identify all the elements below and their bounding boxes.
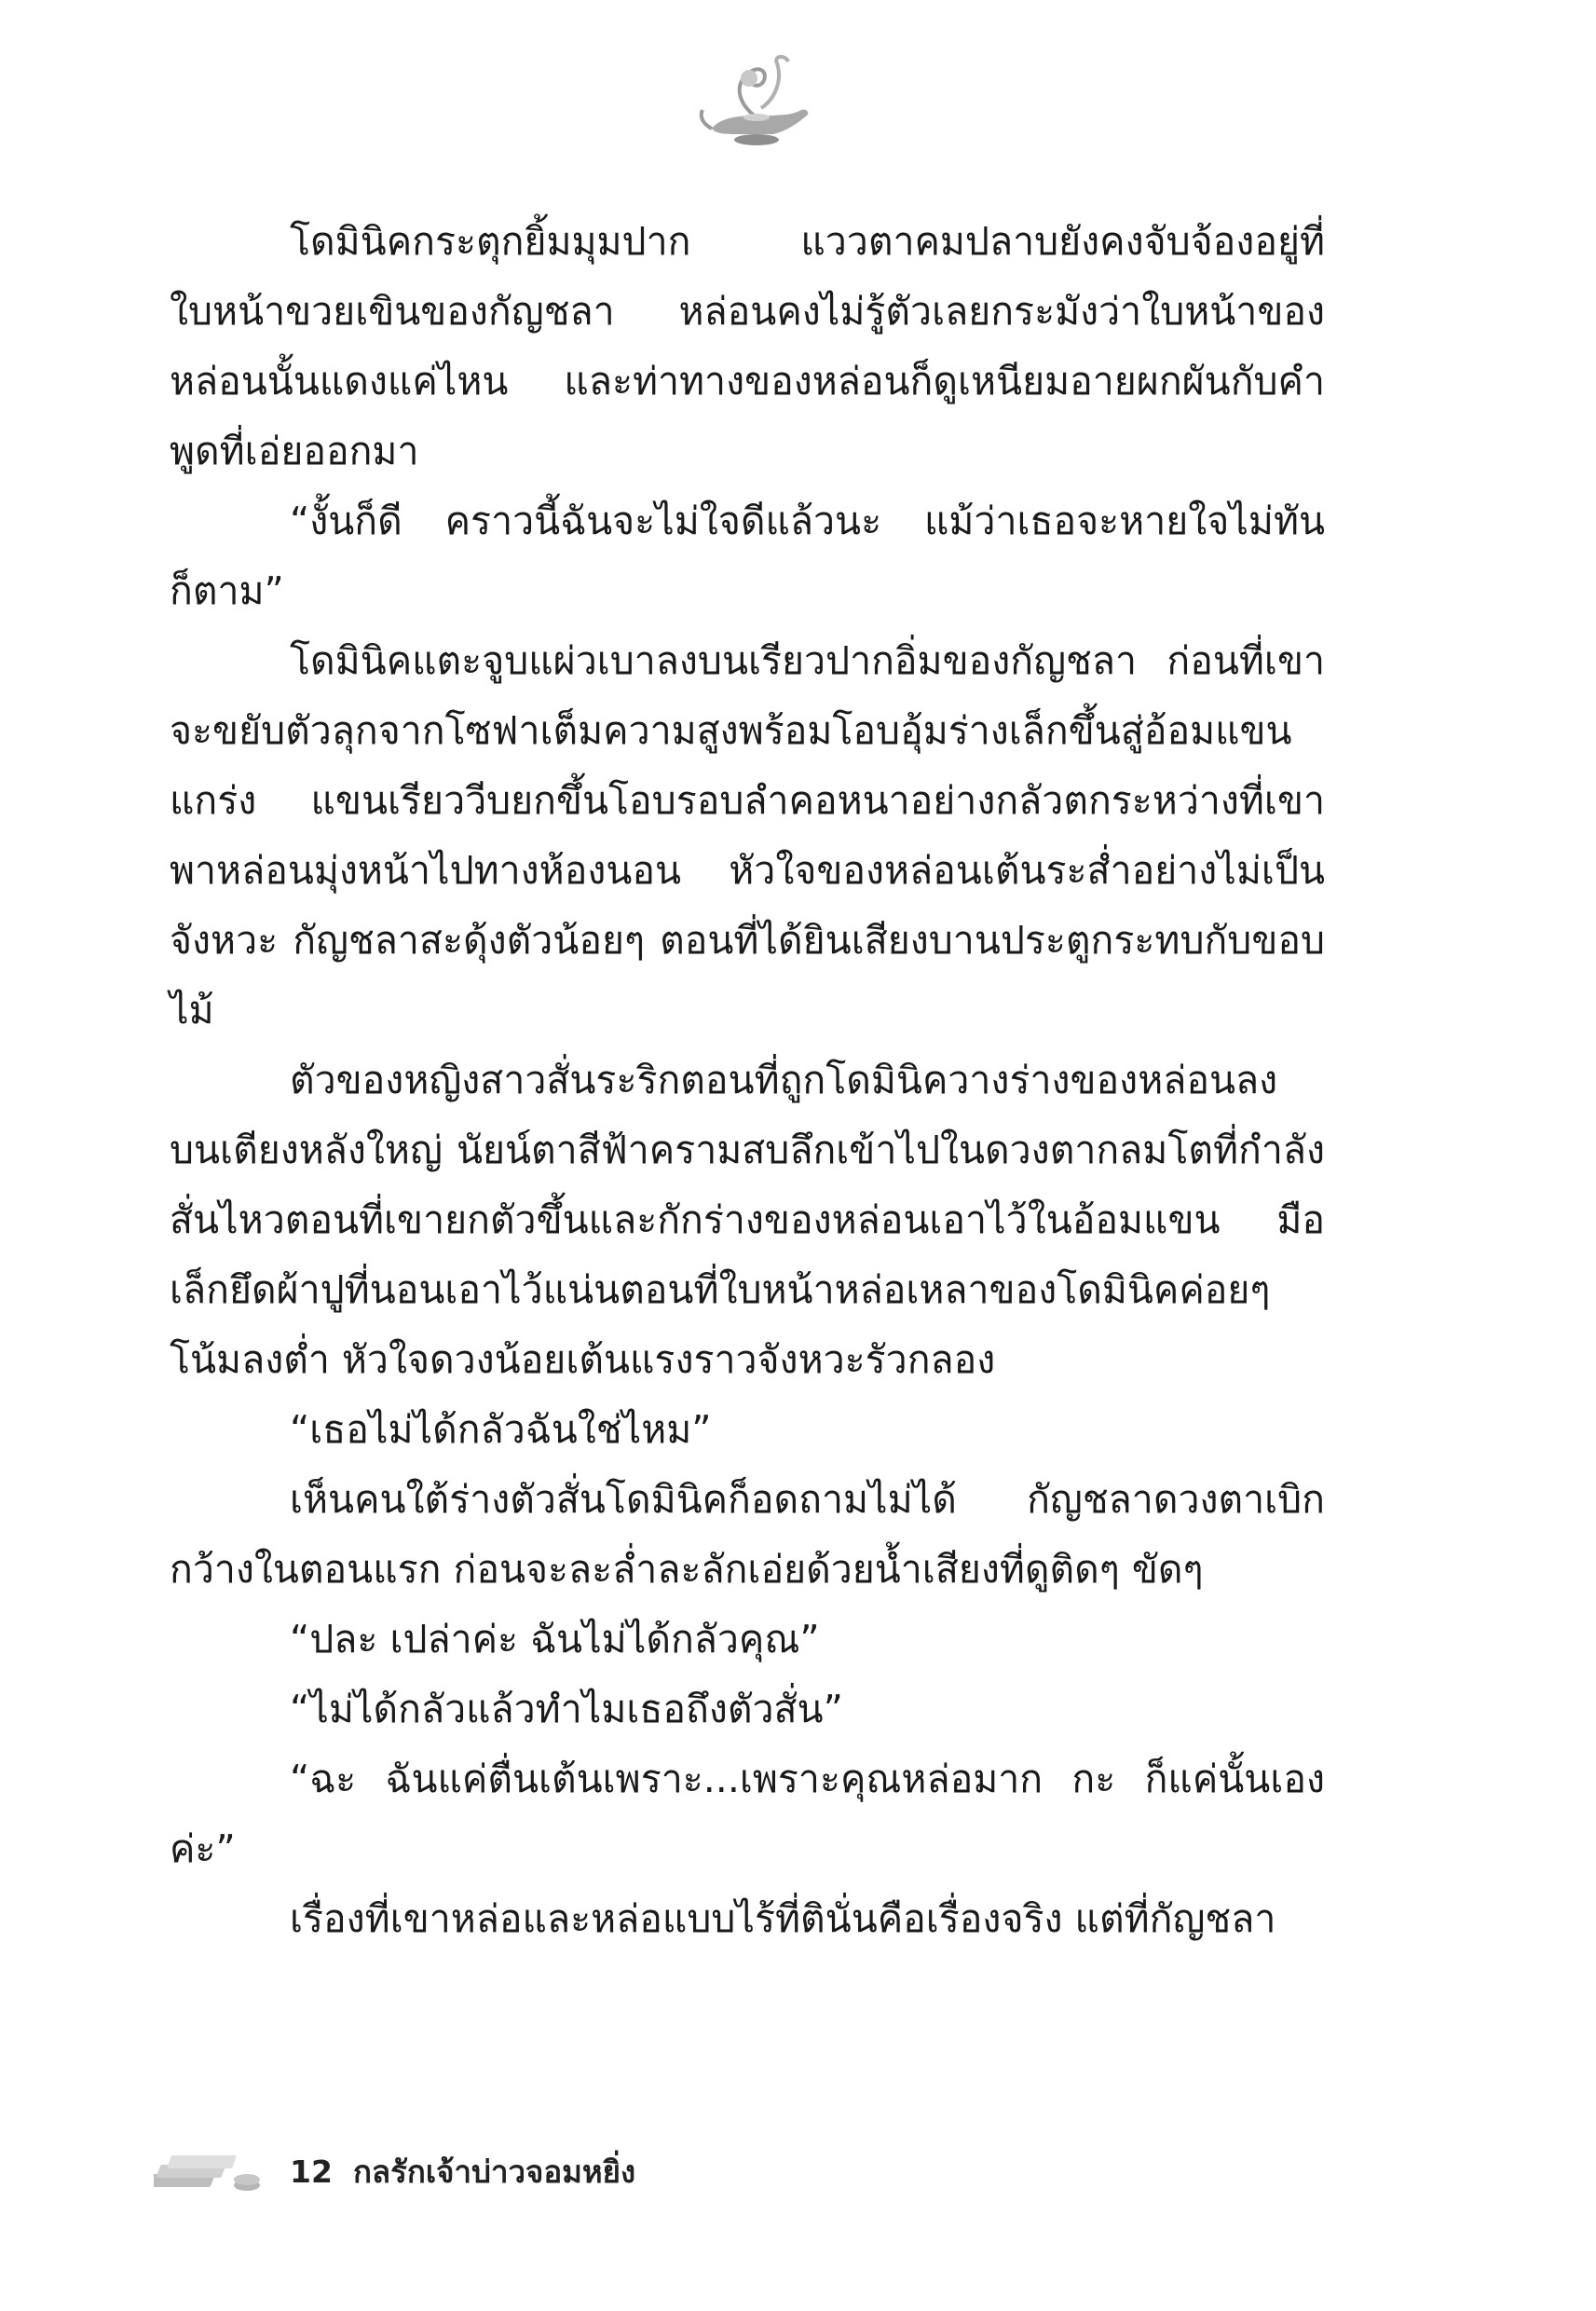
dialogue-paragraph: “เธอไม่ได้กลัวฉันใช่ไหม” [290,1407,712,1452]
book-title: กลรักเจ้าบ่าวจอมหยิ่ง [352,2153,636,2190]
paragraph: โดมินิคแตะจูบแผ่วเบาลงบนเรียวปากอิ่มของกัญชลา ก่อนที่เขาจะขยับตัวลุกจากโซฟาเต็มความสูงพร้อมโอบอุ้มร่างเล็กขึ้นสู่อ้อมแขนแกร่ง แขนเรียววีบยกขึ้นโอบรอบลำคอหนาอย่างกลัวตกระหว่างที่เขาพาหล่อนมุ่งหน้าไปทางห้องนอน หัวใจของหล่อนเต้นระส่ำอย่างไม่เป็นจังหวะ กัญชลาสะดุ้งตัวน้อยๆ ตอนที่ได้ยินเสียงบานประตูกระทบกับขอบไม้ [170,638,1325,1032]
dialogue-paragraph: “ไม่ได้กลัวแล้วทำไมเธอถึงตัวสั่น” [290,1687,843,1731]
dialogue-paragraph: “ฉะ ฉันแค่ตื่นเต้นเพราะ...เพราะคุณหล่อมาก กะ ก็แค่นั้นเองค่ะ” [170,1757,1325,1871]
paragraph: เรื่องที่เขาหล่อและหล่อแบบไร้ที่ตินั่นคือเรื่องจริง แต่ที่กัญชลา [290,1896,1276,1941]
genie-lamp-icon [691,52,822,155]
dialogue-paragraph: “งั้นก็ดี คราวนี้ฉันจะไม่ใจดีแล้วนะ แม้ว่าเธอจะหายใจไม่ทันก็ตาม” [170,499,1325,613]
page-number: 12 [290,2153,333,2190]
paragraph: ตัวของหญิงสาวสั่นระริกตอนที่ถูกโดมินิควางร่างของหล่อนลงบนเตียงหลังใหญ่ นัยน์ตาสีฟ้าครามสบลึกเข้าไปในดวงตากลมโตที่กำลังสั่นไหวตอนที่เขายกตัวขึ้นและกักร่างของหล่อนเอาไว้ในอ้อมแขน มือเล็กยึดผ้าปูที่นอนเอาไว้แน่นตอนที่ใบหน้าหล่อเหลาของโดมินิคค่อยๆ โน้มลงต่ำ หัวใจดวงน้อยเต้นแรงราวจังหวะรัวกลอง [170,1058,1325,1382]
body-text [170,207,1325,1954]
dialogue-paragraph: “ปละ เปล่าค่ะ ฉันไม่ได้กลัวคุณ” [290,1617,820,1661]
paragraph: โดมินิคกระตุกยิ้มมุมปาก แววตาคมปลาบยังคงจับจ้องอยู่ที่ใบหน้าขวยเขินของกัญชลา หล่อนคงไม่รู้ตัวเลยกระมังว่าใบหน้าของหล่อนนั้นแดงแค่ไหน และท่าทางของหล่อนก็ดูเหนียมอายผกผันกับคำพูดที่เอ่ยออกมา [170,219,1325,473]
money-stack-icon [154,2148,266,2195]
page-footer [154,2139,635,2204]
paragraph: เห็นคนใต้ร่างตัวสั่นโดมินิคก็อดถามไม่ได้ กัญชลาดวงตาเบิกกว้างในตอนแรก ก่อนจะละล่ำละลักเอ่ยด้วยน้ำเสียงที่ดูติดๆ ขัดๆ [170,1477,1325,1592]
